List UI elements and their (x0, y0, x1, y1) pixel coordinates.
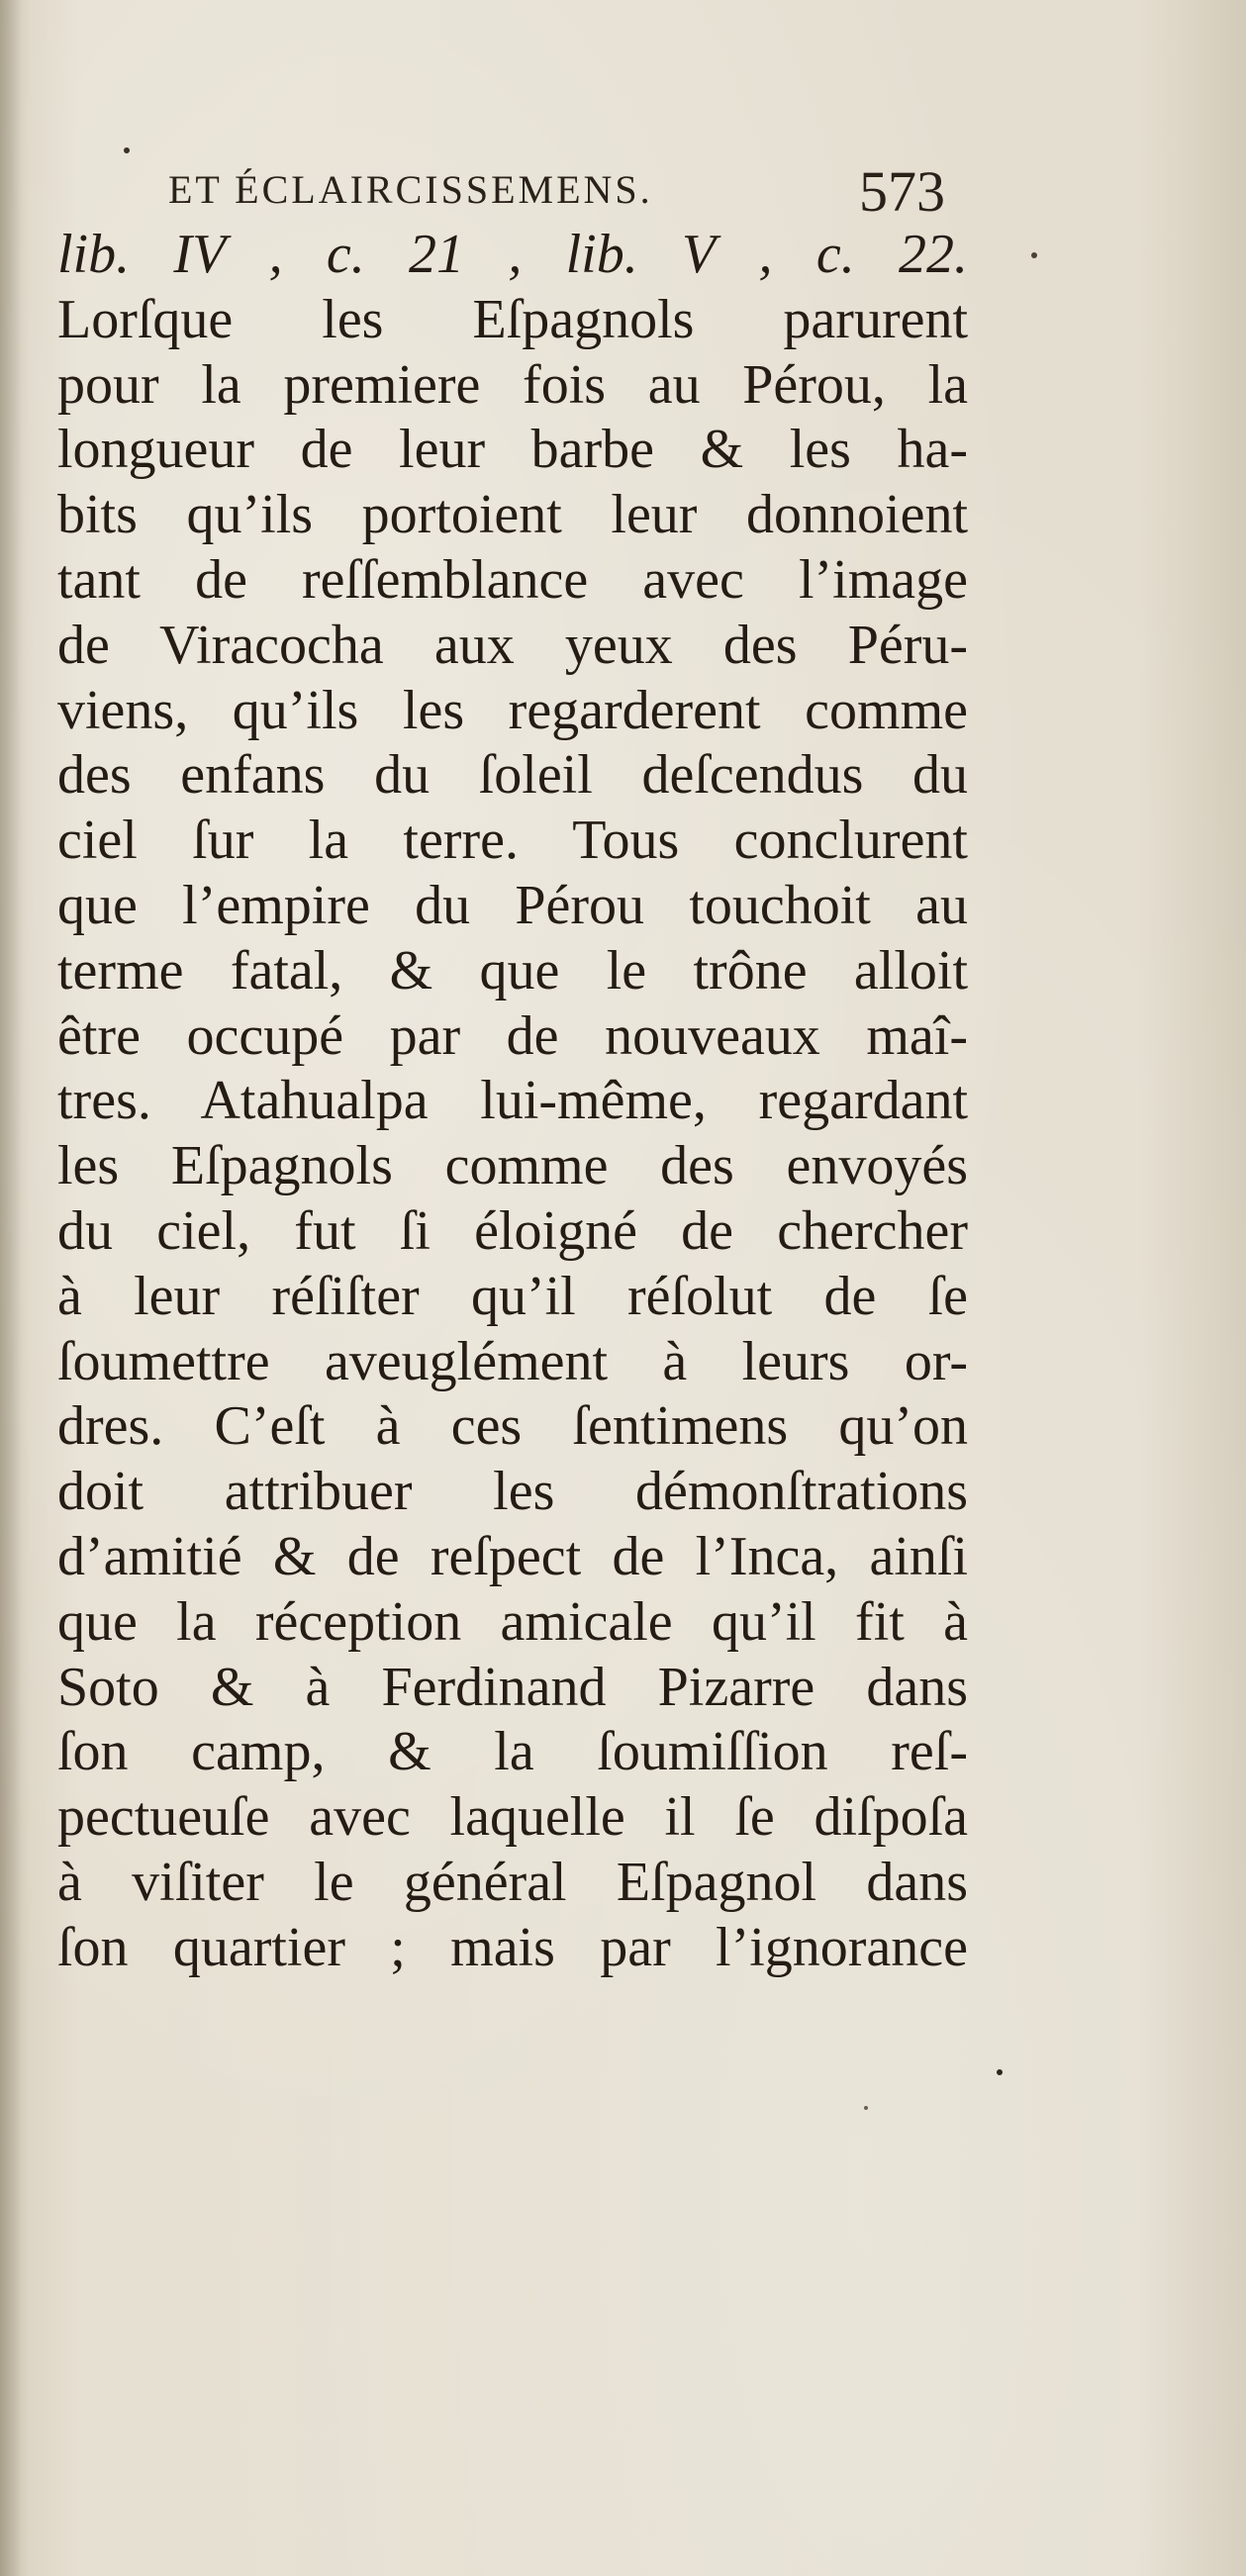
ink-speck (997, 2069, 1003, 2075)
ink-speck (1031, 252, 1037, 258)
body-text (57, 223, 968, 1981)
text-line: être occupé par de nouveaux maî- (57, 1004, 968, 1067)
running-title: ET ÉCLAIRCISSEMENS. (168, 167, 653, 212)
text-line: longueur de leur barbe & les ha- (57, 419, 968, 481)
text-line: doit attribuer les démonſtrations (57, 1461, 968, 1523)
text-line: tres. Atahualpa lui-même, regardant (57, 1070, 968, 1132)
ink-speck (864, 2106, 868, 2110)
text-line: dres. C’eſt à ces ſentimens qu’on (57, 1395, 968, 1458)
gutter-shadow (0, 0, 22, 2576)
page-number: 573 (859, 159, 945, 224)
text-line: du ciel, fut ſi éloigné de chercher (57, 1199, 968, 1262)
text-line: viens, qu’ils les regarderent comme (57, 679, 968, 741)
text-line: bits qu’ils portoient leur donnoient (57, 484, 968, 546)
running-header (0, 0, 1246, 238)
text-line: ſoumettre aveuglément à leurs or- (57, 1330, 968, 1392)
text-line: ſon quartier ; mais par l’ignorance (57, 1916, 968, 1978)
text-line: pour la premiere fois au Pérou, la (57, 353, 968, 416)
text-line: à leur réſiſter qu’il réſolut de ſe (57, 1265, 968, 1327)
text-line: que l’empire du Pérou touchoit au (57, 874, 968, 936)
text-line: à viſiter le général Eſpagnol dans (57, 1851, 968, 1913)
text-line: d’amitié & de reſpect de l’Inca, ainſi (57, 1525, 968, 1587)
text-line: lib. IV , c. 21 , lib. V , c. 22. (57, 224, 968, 285)
text-line: de Viracocha aux yeux des Péru- (57, 614, 968, 676)
text-line: pectueuſe avec laquelle il ſe diſpoſa (57, 1786, 968, 1849)
text-line: Soto & à Ferdinand Pizarre dans (57, 1656, 968, 1718)
text-line: Lorſque les Eſpagnols parurent (57, 288, 968, 350)
text-line: ſon camp, & la ſoumiſſion reſ- (57, 1721, 968, 1783)
text-line: des enfans du ſoleil deſcendus du (57, 744, 968, 807)
text-line: terme fatal, & que le trône alloit (57, 939, 968, 1002)
text-line: que la réception amicale qu’il fit à (57, 1590, 968, 1653)
text-line: les Eſpagnols comme des envoyés (57, 1135, 968, 1197)
text-line: tant de reſſemblance avec l’image (57, 548, 968, 611)
text-line: ciel ſur la terre. Tous conclurent (57, 810, 968, 872)
